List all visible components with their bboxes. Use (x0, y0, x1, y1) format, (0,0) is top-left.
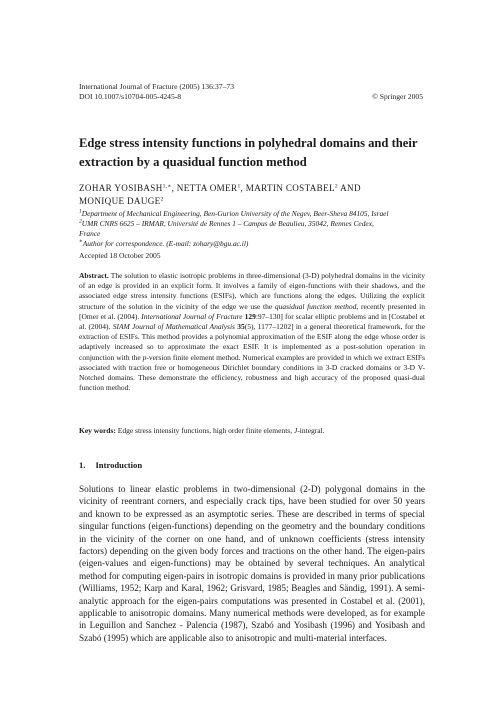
abstract-text: , recently presented in [Omer et al. (2004). (79, 301, 425, 321)
author-name: MONIQUE DAUGE (79, 195, 161, 206)
affiliation-text: UMR CNRS 6625 – IRMAR, Université de Rennes 1 – Campus de Beaulieu, 35042, Rennes Cedex, (81, 218, 374, 228)
affiliation-mark: 1 (79, 208, 82, 215)
affiliation-1 (79, 209, 424, 219)
abstract-bold: 35 (237, 322, 245, 332)
affiliation-text: Department of Mechanical Engineering, Ben-Gurion University of the Negev, Beer-Sheva 84105, Israel (81, 209, 389, 218)
keywords (79, 426, 425, 436)
title-line-2: extraction by a quasidual function method (79, 155, 307, 169)
author-name: , NETTA OMER (171, 183, 238, 193)
author-name: , MARTIN COSTABEL (240, 183, 335, 193)
journal-citation: International Journal of Fracture (2005) 136:37–73 (79, 82, 234, 91)
abstract-label: Abstract. (79, 271, 109, 280)
intro-paragraph: Solutions to linear elastic problems in two-dimensional (2-D) polygonal domains in the vicinity of reentrant corners, and especially crack tips, have been studied for over 50 years and known to be expressed as an asymptotic series. These are described in terms of special singular functions (eigen-functions) depending on the geometry and the boundary conditions in the vicinity of the corner on one hand, and of unknown coefficients (stress intensity factors) depending on the given body forces and tractions on the other hand. The eigen-pairs (eigen-values and eigen-functions) may be obtained by several techniques. An analytical method for computing eigen-pairs in isotropic domains is provided in many prior publications (Williams, 1952; Karp and Karal, 1962; Grisvard, 1985; Beagles and Sändig, 1991). A semi-analytic approach for the eigen-pairs computations was presented in Costabel et al. (2001), applicable to anisotropic domains. Many numerical methods were developed, as for example in Leguillon and Sanchez - Palencia (1987), Szabó and Yosibash (1996) and Yosibash and Szabó (1995) which are applicable also to anisotropic and multi-material interfaces. (79, 484, 425, 643)
abstract-text: The solution to elastic isotropic problems in three-dimensional (3-D) polyhedral domains in the vicinity of an edge is provided in an explicit form. It involves a family of eigen-functions with their shadows, and the associated edge stress intensity functions (ESIFs), which are functions along the edges. Utilizing the explicit structure of the solution in the vicinity of the edge we use the (79, 271, 425, 311)
author-sup: 1,∗ (162, 183, 172, 190)
section-heading (79, 460, 142, 471)
abstract-text: -version finite element method. Numerical examples are provided in which we extract ESIFs associated with traction free or homogeneous Dirichlet boundary conditions in 3-D cracked domains or 3-D V-Notched domains. These demonstrate the efficiency, robustness and high accuracy of the proposed quasi-dual function method. (79, 352, 426, 393)
author-list (79, 182, 424, 207)
affiliation-mark: 2 (79, 218, 82, 225)
author-sup: 1 (237, 183, 241, 190)
correspondence-mark: ∗ (79, 238, 83, 245)
abstract-italic: SIAM Journal of Mathematical Analysis (112, 322, 235, 332)
abstract-text: (5), 1177–1202] in a general theoretical framework, for the extraction of ESIFs. This method provides a polynomial approximation of the ESIF along the edge whose order is adaptively increased so to approximate the exact ESIF. It is implemented as a post-solution operation in conjunction with the (79, 322, 425, 362)
author-sup: 2 (160, 196, 164, 202)
abstract-bold: 129 (244, 311, 256, 321)
abstract-italic: International Journal of Fracture (141, 311, 243, 321)
correspondence (79, 239, 424, 249)
doi: DOI 10.1007/s10704-005-4245-8 (79, 92, 182, 101)
abstract (79, 271, 425, 393)
keywords-italic: J (293, 426, 298, 435)
section-title: Introduction (95, 460, 143, 470)
author-line-1 (79, 182, 424, 195)
affiliation-2 (79, 219, 424, 229)
affiliation-2-cont: France (79, 228, 101, 238)
correspondence-text: Author for correspondence. (E-mail: zohary@bgu.ac.il) (82, 238, 249, 248)
section-number: 1. (79, 460, 86, 470)
paper-title (79, 134, 424, 172)
author-sup: 2 (334, 183, 339, 190)
keywords-text: Edge stress intensity functions, high order finite elements, (115, 426, 294, 435)
accepted-date: Accepted 18 October 2005 (79, 251, 161, 260)
author-and: AND (338, 183, 361, 193)
abstract-italic: quasidual function method (274, 301, 357, 311)
copyright: © Springer 2005 (372, 92, 423, 101)
author-name: ZOHAR YOSIBASH (79, 183, 163, 193)
author-line-2 (79, 195, 424, 208)
keywords-text: -integral. (297, 426, 325, 435)
affiliations (79, 209, 424, 249)
title-line-1: Edge stress intensity functions in polyhedral domains and their (79, 136, 418, 150)
abstract-text: :97–130] for scalar elliptic problems and in [Costabel et al. (2004). (79, 311, 426, 332)
keywords-label: Key words: (79, 426, 116, 435)
abstract-italic: p (142, 352, 147, 362)
